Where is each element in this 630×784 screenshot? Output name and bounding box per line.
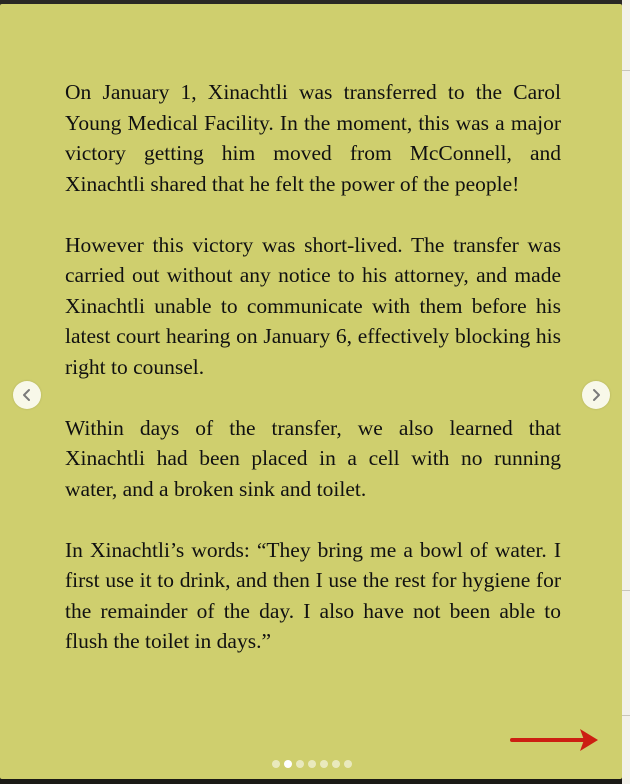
next-slide-button[interactable]: [582, 381, 610, 409]
carousel-dots: [272, 760, 352, 768]
carousel-dot[interactable]: [320, 760, 328, 768]
slide-text-block: [65, 77, 561, 687]
chevron-right-icon: [589, 388, 603, 402]
paragraph-2: However this victory was short-lived. The transfer was carried out without any notice to his attorney, and made Xinachtli unable to communicate with them before his latest court hearing on January 6, effectively blocking his right to counsel.: [65, 232, 561, 379]
swipe-arrow-icon: [508, 725, 600, 755]
carousel-dot[interactable]: [332, 760, 340, 768]
carousel-dot[interactable]: [272, 760, 280, 768]
background-page-edge: [622, 0, 630, 784]
previous-slide-button[interactable]: [13, 381, 41, 409]
paragraph-4: In Xinachtli’s words: “They bring me a bowl of water. I first use it to drink, and then I use the rest for hygiene for the remainder of the day. I also have not been able to flush the toilet in days.”: [65, 537, 561, 653]
carousel-slide: [0, 4, 622, 779]
paragraph-3: Within days of the transfer, we also learned that Xinachtli had been placed in a cell with no running water, and a broken sink and toilet.: [65, 415, 561, 501]
carousel-dot[interactable]: [296, 760, 304, 768]
carousel-dot[interactable]: [284, 760, 292, 768]
chevron-left-icon: [20, 388, 34, 402]
paragraph-1: On January 1, Xinachtli was transferred to the Carol Young Medical Facility. In the moment, this was a major victory getting him moved from McConnell, and Xinachtli shared that he felt the power of the people!: [65, 80, 561, 196]
carousel-dot[interactable]: [344, 760, 352, 768]
carousel-dot[interactable]: [308, 760, 316, 768]
